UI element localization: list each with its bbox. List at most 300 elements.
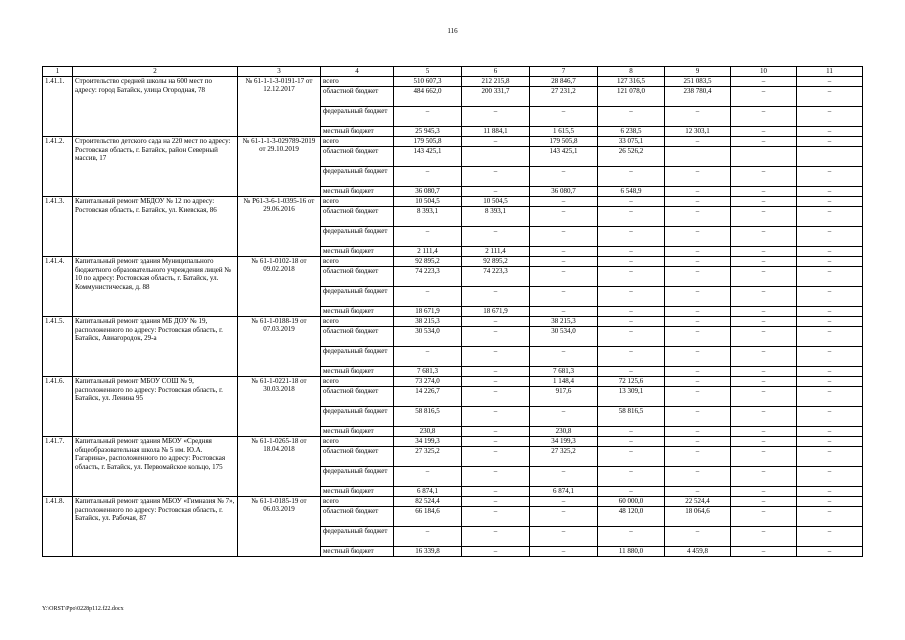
object-name: Капитальный ремонт здания МБОУ «Гимназия № 7», расположенного по адресу: Ростовская область, г. Батайск, ул. Рабочая, 87: [73, 497, 238, 557]
amount-cell: –: [598, 247, 665, 257]
amount-cell: 27 325,2: [394, 447, 462, 467]
amount-cell: –: [797, 307, 863, 317]
amount-cell: –: [797, 107, 863, 127]
amount-cell: –: [797, 207, 863, 227]
amount-cell: –: [530, 257, 598, 267]
item-number: 1.41.7.: [43, 437, 73, 497]
amount-cell: –: [797, 347, 863, 367]
item-number: 1.41.5.: [43, 317, 73, 377]
table-row: [43, 257, 863, 267]
amount-cell: –: [731, 467, 797, 487]
amount-cell: –: [731, 317, 797, 327]
item-number: 1.41.1.: [43, 77, 73, 137]
amount-cell: 8 393,1: [462, 207, 530, 227]
amount-cell: 11 880,0: [598, 547, 665, 557]
funding-source-label: всего: [321, 437, 394, 447]
expertise-document: № 61-1-0221-18 от 30.03.2018: [238, 377, 321, 437]
amount-cell: 200 331,7: [462, 87, 530, 107]
amount-cell: [462, 147, 530, 167]
funding-source-label: областной бюджет: [321, 147, 394, 167]
amount-cell: –: [462, 137, 530, 147]
column-header: 5: [394, 67, 462, 77]
amount-cell: –: [598, 257, 665, 267]
column-header: 3: [238, 67, 321, 77]
object-name: Строительство детского сада на 220 мест по адресу: Ростовская область, г. Батайск, район Северный массив, 17: [73, 137, 238, 197]
amount-cell: –: [797, 487, 863, 497]
amount-cell: –: [462, 467, 530, 487]
amount-cell: –: [530, 547, 598, 557]
funding-source-label: местный бюджет: [321, 307, 394, 317]
amount-cell: –: [797, 387, 863, 407]
amount-cell: 1 615,5: [530, 127, 598, 137]
column-header: 2: [73, 67, 238, 77]
amount-cell: 18 671,9: [394, 307, 462, 317]
amount-cell: –: [797, 367, 863, 377]
amount-cell: 58 816,5: [394, 407, 462, 427]
amount-cell: –: [665, 387, 731, 407]
amount-cell: –: [598, 447, 665, 467]
amount-cell: 92 895,2: [462, 257, 530, 267]
funding-source-label: федеральный бюджет: [321, 347, 394, 367]
amount-cell: –: [462, 387, 530, 407]
amount-cell: –: [665, 267, 731, 287]
amount-cell: –: [394, 287, 462, 307]
amount-cell: –: [598, 327, 665, 347]
amount-cell: –: [462, 367, 530, 377]
amount-cell: –: [530, 507, 598, 527]
amount-cell: –: [797, 227, 863, 247]
amount-cell: –: [598, 527, 665, 547]
expertise-document: № Р61-3-6-1-0395-16 от 29.06.2016: [238, 197, 321, 257]
amount-cell: –: [394, 227, 462, 247]
amount-cell: 34 199,3: [394, 437, 462, 447]
object-name: Капитальный ремонт здания МБ ДОУ № 19, расположенного по адресу: Ростовская область, г. Батайск, Авиагородок, 29-а: [73, 317, 238, 377]
amount-cell: 12 303,1: [665, 127, 731, 137]
amount-cell: –: [530, 267, 598, 287]
expertise-document: № 61-1-0185-19 от 06.03.2019: [238, 497, 321, 557]
column-header: 10: [731, 67, 797, 77]
funding-source-label: местный бюджет: [321, 127, 394, 137]
amount-cell: –: [797, 527, 863, 547]
expertise-document: № 61-1-1-3-0191-17 от 12.12.2017: [238, 77, 321, 137]
amount-cell: –: [731, 547, 797, 557]
amount-cell: –: [462, 547, 530, 557]
funding-source-label: местный бюджет: [321, 367, 394, 377]
amount-cell: –: [462, 107, 530, 127]
amount-cell: –: [462, 317, 530, 327]
amount-cell: –: [731, 247, 797, 257]
amount-cell: –: [731, 307, 797, 317]
amount-cell: –: [797, 407, 863, 427]
amount-cell: –: [797, 377, 863, 387]
amount-cell: –: [530, 407, 598, 427]
amount-cell: –: [731, 197, 797, 207]
funding-source-label: всего: [321, 77, 394, 87]
amount-cell: –: [731, 447, 797, 467]
amount-cell: –: [731, 487, 797, 497]
amount-cell: –: [462, 447, 530, 467]
amount-cell: –: [665, 167, 731, 187]
amount-cell: –: [394, 107, 462, 127]
amount-cell: –: [797, 77, 863, 87]
amount-cell: 917,6: [530, 387, 598, 407]
funding-source-label: местный бюджет: [321, 187, 394, 197]
file-path-footer: Y:\ORST\Ppo\0228p112.f22.docx: [42, 606, 124, 612]
amount-cell: –: [598, 197, 665, 207]
amount-cell: 16 339,8: [394, 547, 462, 557]
object-name: Капитальный ремонт МБДОУ № 12 по адресу: Ростовская область, г. Батайск, ул. Киевская, 86: [73, 197, 238, 257]
amount-cell: –: [665, 307, 731, 317]
amount-cell: 72 125,6: [598, 377, 665, 387]
object-name: Строительство средней школы на 600 мест по адресу: город Батайск, улица Огородная, 78: [73, 77, 238, 137]
expertise-document: № 61-1-1-3-029789-2019 от 29.10.2019: [238, 137, 321, 197]
amount-cell: –: [462, 377, 530, 387]
amount-cell: –: [462, 487, 530, 497]
amount-cell: 74 223,3: [394, 267, 462, 287]
amount-cell: 127 316,5: [598, 77, 665, 87]
amount-cell: –: [797, 87, 863, 107]
funding-source-label: областной бюджет: [321, 387, 394, 407]
amount-cell: –: [731, 407, 797, 427]
amount-cell: 27 325,2: [530, 447, 598, 467]
item-number: 1.41.3.: [43, 197, 73, 257]
amount-cell: 22 524,4: [665, 497, 731, 507]
funding-source-label: областной бюджет: [321, 507, 394, 527]
amount-cell: –: [665, 347, 731, 367]
amount-cell: 28 846,7: [530, 77, 598, 87]
expertise-document: № 61-1-0265-18 от 18.04.2018: [238, 437, 321, 497]
amount-cell: –: [731, 127, 797, 137]
amount-cell: –: [665, 527, 731, 547]
amount-cell: 36 080,7: [530, 187, 598, 197]
amount-cell: –: [665, 227, 731, 247]
amount-cell: –: [665, 207, 731, 227]
amount-cell: –: [530, 247, 598, 257]
amount-cell: –: [731, 187, 797, 197]
amount-cell: –: [530, 527, 598, 547]
funding-source-label: всего: [321, 497, 394, 507]
amount-cell: –: [665, 137, 731, 147]
column-header: 11: [797, 67, 863, 77]
amount-cell: 30 534,0: [394, 327, 462, 347]
amount-cell: –: [665, 437, 731, 447]
amount-cell: –: [665, 377, 731, 387]
column-header: 6: [462, 67, 530, 77]
amount-cell: –: [665, 107, 731, 127]
amount-cell: 143 425,1: [530, 147, 598, 167]
amount-cell: –: [797, 127, 863, 137]
amount-cell: –: [530, 167, 598, 187]
amount-cell: –: [530, 227, 598, 247]
amount-cell: 8 393,1: [394, 207, 462, 227]
amount-cell: –: [598, 467, 665, 487]
table-row: [43, 377, 863, 387]
amount-cell: –: [530, 347, 598, 367]
table-row: [43, 497, 863, 507]
expertise-document: № 61-1-0188-19 от 07.03.2019: [238, 317, 321, 377]
amount-cell: –: [797, 497, 863, 507]
amount-cell: –: [797, 427, 863, 437]
amount-cell: –: [797, 547, 863, 557]
item-number: 1.41.4.: [43, 257, 73, 317]
amount-cell: –: [462, 407, 530, 427]
amount-cell: –: [665, 367, 731, 377]
amount-cell: –: [731, 347, 797, 367]
table-row: [43, 437, 863, 447]
amount-cell: –: [665, 247, 731, 257]
amount-cell: –: [530, 197, 598, 207]
amount-cell: –: [394, 467, 462, 487]
amount-cell: 25 945,3: [394, 127, 462, 137]
amount-cell: –: [731, 377, 797, 387]
amount-cell: –: [665, 257, 731, 267]
amount-cell: –: [462, 187, 530, 197]
amount-cell: 10 504,5: [462, 197, 530, 207]
amount-cell: 251 083,5: [665, 77, 731, 87]
amount-cell: 73 274,0: [394, 377, 462, 387]
amount-cell: –: [598, 287, 665, 307]
amount-cell: –: [797, 137, 863, 147]
amount-cell: –: [797, 317, 863, 327]
amount-cell: –: [530, 467, 598, 487]
amount-cell: –: [731, 367, 797, 377]
amount-cell: 26 526,2: [598, 147, 665, 167]
funding-source-label: областной бюджет: [321, 447, 394, 467]
amount-cell: –: [462, 327, 530, 347]
funding-source-label: областной бюджет: [321, 267, 394, 287]
amount-cell: –: [530, 107, 598, 127]
amount-cell: 66 184,6: [394, 507, 462, 527]
amount-cell: –: [462, 427, 530, 437]
funding-source-label: всего: [321, 317, 394, 327]
amount-cell: –: [598, 227, 665, 247]
object-name: Капитальный ремонт МБОУ СОШ № 9, расположенного по адресу: Ростовская область, г. Батайск, ул. Ленина 95: [73, 377, 238, 437]
table-row: [43, 77, 863, 87]
funding-source-label: федеральный бюджет: [321, 107, 394, 127]
amount-cell: –: [598, 107, 665, 127]
column-header: 9: [665, 67, 731, 77]
amount-cell: –: [598, 207, 665, 227]
funding-source-label: всего: [321, 257, 394, 267]
amount-cell: –: [797, 257, 863, 267]
amount-cell: 212 215,8: [462, 77, 530, 87]
amount-cell: –: [665, 287, 731, 307]
amount-cell: 74 223,3: [462, 267, 530, 287]
amount-cell: –: [462, 167, 530, 187]
amount-cell: –: [598, 367, 665, 377]
amount-cell: 7 681,3: [530, 367, 598, 377]
table-body: [43, 77, 863, 557]
amount-cell: –: [665, 327, 731, 347]
funding-source-label: местный бюджет: [321, 547, 394, 557]
amount-cell: 11 884,1: [462, 127, 530, 137]
amount-cell: –: [665, 187, 731, 197]
amount-cell: –: [797, 267, 863, 287]
funding-source-label: областной бюджет: [321, 87, 394, 107]
amount-cell: –: [530, 287, 598, 307]
amount-cell: [731, 147, 797, 167]
amount-cell: –: [394, 527, 462, 547]
amount-cell: 179 505,8: [394, 137, 462, 147]
amount-cell: –: [797, 507, 863, 527]
amount-cell: –: [598, 347, 665, 367]
page-number: 116: [447, 27, 458, 35]
amount-cell: 27 231,2: [530, 87, 598, 107]
amount-cell: –: [731, 427, 797, 437]
amount-cell: –: [665, 317, 731, 327]
funding-source-label: всего: [321, 377, 394, 387]
amount-cell: –: [797, 197, 863, 207]
amount-cell: 510 607,3: [394, 77, 462, 87]
amount-cell: –: [598, 167, 665, 187]
amount-cell: 13 309,1: [598, 387, 665, 407]
amount-cell: 38 215,3: [394, 317, 462, 327]
table-row: [43, 197, 863, 207]
amount-cell: 4 459,8: [665, 547, 731, 557]
funding-source-label: всего: [321, 197, 394, 207]
amount-cell: –: [598, 317, 665, 327]
amount-cell: 18 064,6: [665, 507, 731, 527]
amount-cell: 1 148,4: [530, 377, 598, 387]
table-row: [43, 317, 863, 327]
amount-cell: –: [731, 87, 797, 107]
amount-cell: –: [462, 507, 530, 527]
item-number: 1.41.2.: [43, 137, 73, 197]
funding-source-label: областной бюджет: [321, 327, 394, 347]
funding-source-label: федеральный бюджет: [321, 287, 394, 307]
amount-cell: –: [731, 507, 797, 527]
amount-cell: –: [797, 437, 863, 447]
amount-cell: 33 075,1: [598, 137, 665, 147]
amount-cell: 121 078,0: [598, 87, 665, 107]
funding-source-label: федеральный бюджет: [321, 527, 394, 547]
column-header: 4: [321, 67, 394, 77]
amount-cell: –: [530, 207, 598, 227]
amount-cell: 230,8: [530, 427, 598, 437]
amount-cell: 10 504,5: [394, 197, 462, 207]
amount-cell: –: [598, 437, 665, 447]
amount-cell: –: [530, 497, 598, 507]
amount-cell: –: [598, 427, 665, 437]
amount-cell: –: [797, 447, 863, 467]
amount-cell: 58 816,5: [598, 407, 665, 427]
amount-cell: –: [797, 187, 863, 197]
amount-cell: –: [731, 497, 797, 507]
amount-cell: –: [394, 167, 462, 187]
amount-cell: 92 895,2: [394, 257, 462, 267]
amount-cell: 48 120,0: [598, 507, 665, 527]
funding-source-label: областной бюджет: [321, 207, 394, 227]
amount-cell: 34 199,3: [530, 437, 598, 447]
amount-cell: [665, 147, 731, 167]
funding-source-label: всего: [321, 137, 394, 147]
funding-source-label: местный бюджет: [321, 427, 394, 437]
amount-cell: –: [797, 167, 863, 187]
amount-cell: 82 524,4: [394, 497, 462, 507]
amount-cell: 2 111,4: [394, 247, 462, 257]
amount-cell: 60 000,0: [598, 497, 665, 507]
amount-cell: [797, 147, 863, 167]
amount-cell: 179 505,8: [530, 137, 598, 147]
amount-cell: –: [462, 227, 530, 247]
amount-cell: –: [797, 287, 863, 307]
amount-cell: –: [462, 527, 530, 547]
amount-cell: –: [797, 467, 863, 487]
amount-cell: 230,8: [394, 427, 462, 437]
amount-cell: 18 671,9: [462, 307, 530, 317]
column-header: 1: [43, 67, 73, 77]
funding-source-label: местный бюджет: [321, 487, 394, 497]
amount-cell: –: [731, 287, 797, 307]
amount-cell: –: [394, 347, 462, 367]
amount-cell: –: [665, 407, 731, 427]
funding-source-label: федеральный бюджет: [321, 467, 394, 487]
budget-table: [42, 66, 863, 557]
item-number: 1.41.6.: [43, 377, 73, 437]
amount-cell: –: [598, 487, 665, 497]
amount-cell: 30 534,0: [530, 327, 598, 347]
amount-cell: 2 111,4: [462, 247, 530, 257]
object-name: Капитальный ремонт здания МБОУ «Средняя общеобразовательная школа № 5 им. Ю.А. Гагарина», расположенного по адресу: Ростовская область, г. Батайск, ул. Первомайское кольцо, 175: [73, 437, 238, 497]
amount-cell: –: [665, 487, 731, 497]
amount-cell: –: [797, 327, 863, 347]
column-header: 7: [530, 67, 598, 77]
funding-source-label: федеральный бюджет: [321, 227, 394, 247]
amount-cell: –: [731, 387, 797, 407]
amount-cell: –: [530, 307, 598, 317]
item-number: 1.41.8.: [43, 497, 73, 557]
amount-cell: 6 548,9: [598, 187, 665, 197]
amount-cell: 38 215,3: [530, 317, 598, 327]
amount-cell: –: [731, 527, 797, 547]
amount-cell: –: [462, 497, 530, 507]
amount-cell: –: [665, 467, 731, 487]
amount-cell: –: [462, 437, 530, 447]
amount-cell: –: [797, 247, 863, 257]
funding-source-label: федеральный бюджет: [321, 407, 394, 427]
amount-cell: 238 780,4: [665, 87, 731, 107]
expertise-document: № 61-1-0102-18 от 09.02.2018: [238, 257, 321, 317]
amount-cell: 7 681,3: [394, 367, 462, 377]
amount-cell: –: [462, 287, 530, 307]
funding-source-label: федеральный бюджет: [321, 167, 394, 187]
amount-cell: –: [665, 197, 731, 207]
amount-cell: –: [731, 257, 797, 267]
amount-cell: –: [731, 137, 797, 147]
amount-cell: –: [731, 227, 797, 247]
amount-cell: –: [731, 167, 797, 187]
funding-source-label: местный бюджет: [321, 247, 394, 257]
amount-cell: –: [731, 107, 797, 127]
amount-cell: 14 226,7: [394, 387, 462, 407]
amount-cell: 6 238,5: [598, 127, 665, 137]
amount-cell: 6 874,1: [530, 487, 598, 497]
amount-cell: 484 662,0: [394, 87, 462, 107]
header-row: [43, 67, 863, 77]
amount-cell: –: [598, 267, 665, 287]
amount-cell: –: [665, 427, 731, 437]
object-name: Капитальный ремонт здания Муниципального бюджетного образовательного учреждения лицей № 10 по адресу: Ростовская область, г. Батайск, ул. Коммунистическая, д. 88: [73, 257, 238, 317]
table-row: [43, 137, 863, 147]
amount-cell: –: [665, 447, 731, 467]
amount-cell: 6 874,1: [394, 487, 462, 497]
amount-cell: –: [598, 307, 665, 317]
amount-cell: –: [731, 437, 797, 447]
amount-cell: –: [462, 347, 530, 367]
amount-cell: 36 080,7: [394, 187, 462, 197]
amount-cell: 143 425,1: [394, 147, 462, 167]
amount-cell: –: [731, 267, 797, 287]
